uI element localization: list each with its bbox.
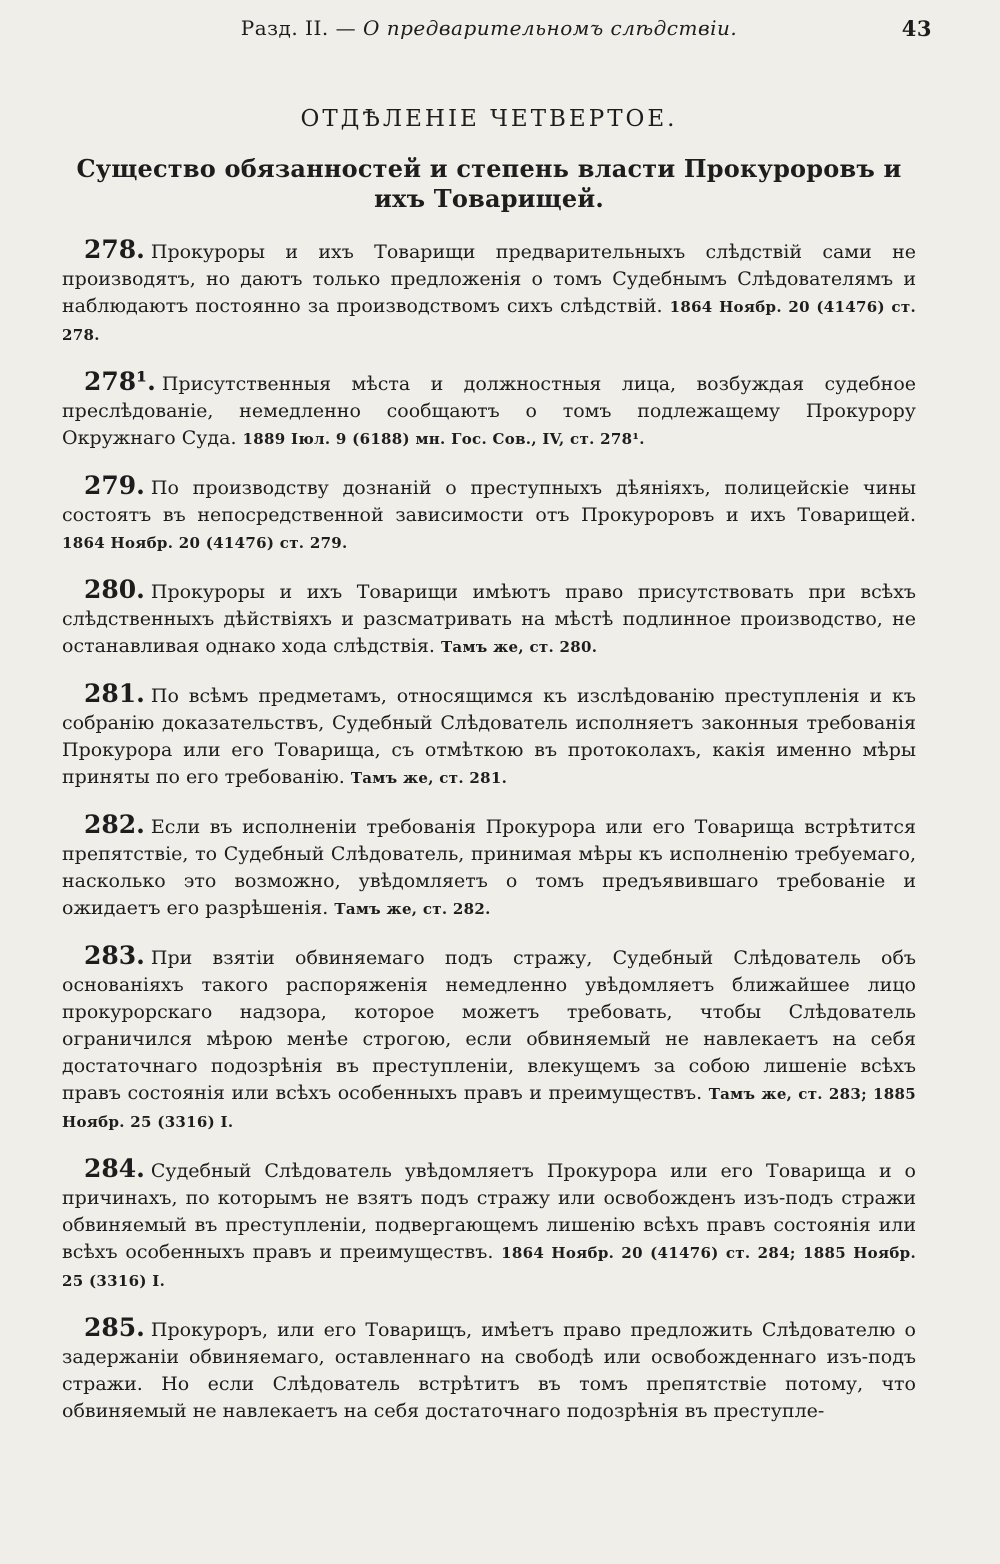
article-number: 281. [84, 679, 145, 708]
article-text: По производству дознаній о преступныхъ дѣяніяхъ, полицейскіе чины состоятъ въ непосредственной зависимости отъ Прокуроровъ и ихъ Товарищей. [62, 477, 916, 526]
article-number: 280. [84, 575, 145, 604]
article-citation: 1864 Ноябр. 20 (41476) ст. 278. [62, 298, 916, 344]
article-number: 279. [84, 471, 145, 500]
article-283 [62, 942, 916, 1136]
article-number: 285. [84, 1313, 145, 1342]
article-citation: Тамъ же, ст. 281. [350, 769, 508, 787]
chapter-subtitle: Существо обязанностей и степень власти Прокуроровъ и ихъ Товарищей. [76, 154, 902, 213]
chapter-heading: ОТДѢЛЕНІЕ ЧЕТВЕРТОЕ. [300, 106, 678, 132]
running-head-section: Разд. II. — [240, 16, 357, 40]
article-text: По всѣмъ предметамъ, относящимся къ изслѣдованію преступленія и къ собранію доказательствъ, Судебный Слѣдователь исполняетъ законныя требованія Прокурора или его Товарища, съ отмѣткою въ протоколахъ, какія именно мѣры приняты по его требованію. [62, 685, 916, 788]
article-citation: 1864 Ноябр. 20 (41476) ст. 284; 1885 Ноябр. 25 (3316) I. [62, 1244, 916, 1290]
running-head-title: О предварительномъ слѣдствіи. [362, 16, 738, 40]
article-citation: Тамъ же, ст. 282. [334, 900, 491, 918]
article-text: Прокуроры и ихъ Товарищи предварительныхъ слѣдствій сами не производятъ, но даютъ только предложенія о томъ Судебнымъ Слѣдователямъ и наблюдаютъ постоянно за производствомъ сихъ слѣдствій. [62, 241, 916, 317]
article-278-1 [62, 368, 916, 453]
article-number: 278¹. [84, 367, 156, 396]
article-number: 282. [84, 810, 145, 839]
article-text: Судебный Слѣдователь увѣдомляетъ Прокурора или его Товарища и о причинахъ, по которымъ не взятъ подъ стражу или освобожденъ изъ-подъ стражи обвиняемый въ преступленіи, подвергающемъ лишенію всѣхъ правъ состоянія или всѣхъ особенныхъ правъ и преимуществъ. [62, 1160, 916, 1263]
article-284 [62, 1155, 916, 1295]
article-citation: 1864 Ноябр. 20 (41476) ст. 279. [62, 534, 348, 552]
article-278 [62, 236, 916, 349]
article-text: Прокуроры и ихъ Товарищи имѣютъ право присутствовать при всѣхъ слѣдственныхъ дѣйствіяхъ и разсматривать на мѣстѣ подлинное производство, не останавливая однако хода слѣдствія. [62, 581, 916, 657]
article-280 [62, 576, 916, 661]
article-citation: Тамъ же, ст. 283; 1885 Ноябр. 25 (3316) I. [62, 1085, 916, 1131]
article-279 [62, 472, 916, 557]
article-text: Прокуроръ, или его Товарищъ, имѣетъ право предложить Слѣдователю о задержаніи обвиняемаго, оставленнаго на свободѣ или освобожденнаго изъ-подъ стражи. Но если Слѣдователь встрѣтитъ въ томъ препятствіе потому, что обвиняемый не навлекаетъ на себя достаточнаго подозрѣнія въ преступле- [62, 1319, 916, 1422]
article-text: Присутственныя мѣста и должностныя лица, возбуждая судебное преслѣдованіе, немедленно сообщаютъ о томъ подлежащему Прокурору Окружнаго Суда. [62, 373, 916, 449]
article-285 [62, 1314, 916, 1426]
article-281 [62, 680, 916, 792]
article-282 [62, 811, 916, 923]
article-number: 283. [84, 941, 145, 970]
running-head [62, 16, 932, 54]
article-text: Если въ исполненіи требованія Прокурора или его Товарища встрѣтится препятствіе, то Судебный Слѣдователь, принимая мѣры къ исполненію требуемаго, насколько это возможно, увѣдомляетъ о томъ предъявившаго требованіе и ожидаетъ его разрѣшенія. [62, 816, 916, 919]
article-citation: 1889 Іюл. 9 (6188) мн. Гос. Сов., IV, ст. 278¹. [242, 430, 645, 448]
article-citation: Тамъ же, ст. 280. [440, 638, 598, 656]
article-number: 284. [84, 1154, 145, 1183]
page-number: 43 [901, 16, 932, 41]
article-text: При взятіи обвиняемаго подъ стражу, Судебный Слѣдователь объ основаніяхъ такого распоряженія немедленно увѣдомляетъ ближайшее лицо прокурорскаго надзора, которое можетъ требовать, чтобы Слѣдователь ограничился мѣрою менѣе строгою, если обвиняемый не навлекаетъ на себя достаточнаго подозрѣнія въ преступленіи, влекущемъ за собою лишеніе всѣхъ правъ состоянія или всѣхъ особенныхъ правъ и преимуществъ. [62, 947, 916, 1104]
article-number: 278. [84, 235, 145, 264]
